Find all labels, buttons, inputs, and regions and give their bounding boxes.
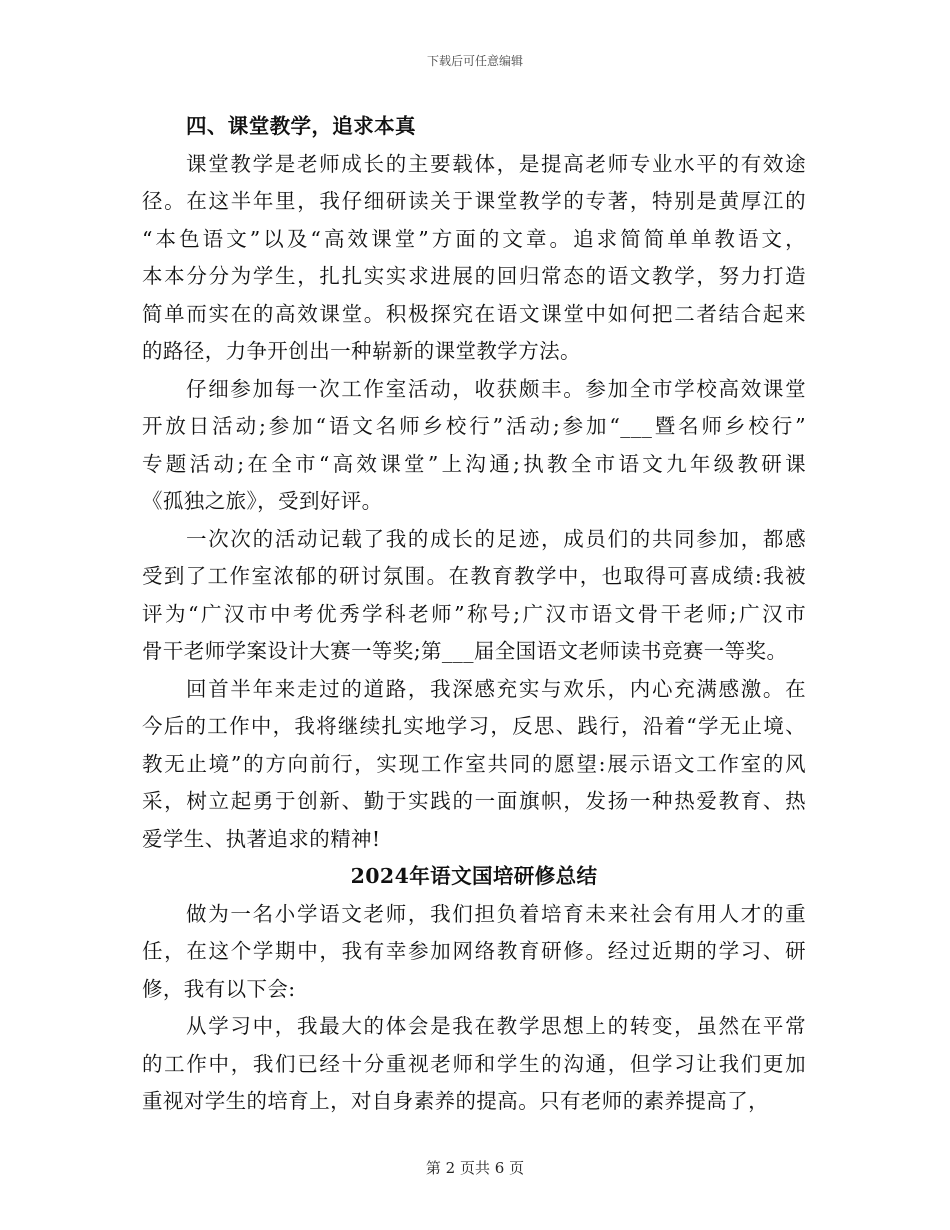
text-line: 做为一名小学语文老师，我们担负着培育未来社会有用人才的重 bbox=[186, 901, 806, 926]
text-line: 简单而实在的高效课堂。积极探究在语文课堂中如何把二者结合起来 bbox=[142, 301, 806, 326]
page-content bbox=[142, 108, 806, 1121]
paragraph-2 bbox=[142, 371, 806, 521]
paragraph-4 bbox=[142, 671, 806, 859]
paragraph-1 bbox=[142, 146, 806, 371]
page-header: 下载后可任意编辑 bbox=[426, 54, 523, 68]
text-line: 《孤独之旅》，受到好评。 bbox=[142, 489, 383, 513]
paragraph-5 bbox=[142, 896, 806, 1009]
text-line: 专题活动;在全市“高效课堂”上沟通;执教全市语文九年级教研课 bbox=[142, 451, 806, 476]
text-line: 任，在这个学期中，我有幸参加网络教育研修。经过近期的学习、研 bbox=[142, 939, 806, 963]
text-line: 的路径，力争开创出一种崭新的课堂教学方法。 bbox=[142, 339, 581, 363]
text-line: 评为“广汉市中考优秀学科老师”称号;广汉市语文骨干老师;广汉市 bbox=[142, 601, 806, 626]
text-line: 教无止境”的方向前行，实现工作室共同的愿望:展示语文工作室的风 bbox=[142, 751, 806, 776]
text-line: 开放日活动;参加“语文名师乡校行”活动;参加“___暨名师乡校行” bbox=[142, 414, 806, 438]
text-line: 重视对学生的培育上，对自身素养的提高。只有老师的素养提高了， bbox=[142, 1089, 769, 1113]
text-line: 从学习中，我最大的体会是我在教学思想上的转变，虽然在平常 bbox=[186, 1014, 806, 1038]
page-footer: 第 2 页共 6 页 bbox=[425, 1159, 525, 1177]
text-line: 径。在这半年里，我仔细研读关于课堂教学的专著，特别是黄厚江的 bbox=[142, 189, 806, 213]
text-line: “本色语文”以及“高效课堂”方面的文章。追求简简单单教语文， bbox=[142, 226, 806, 251]
text-line: 的工作中，我们已经十分重视老师和学生的沟通，但学习让我们更加 bbox=[142, 1051, 806, 1076]
text-line: 今后的工作中，我将继续扎实地学习，反思、践行，沿着“学无止境、 bbox=[142, 714, 806, 738]
text-line: 爱学生、执著追求的精神! bbox=[142, 826, 381, 851]
text-line: 受到了工作室浓郁的研讨氛围。在教育教学中，也取得可喜成绩:我被 bbox=[142, 564, 806, 588]
text-line: 本本分分为学生，扎扎实实求进展的回归常态的语文教学，努力打造 bbox=[142, 264, 806, 288]
section-heading: 四、课堂教学，追求本真 bbox=[186, 114, 416, 138]
paragraph-3 bbox=[142, 521, 806, 671]
text-line: 修，我有以下会: bbox=[142, 976, 296, 1001]
text-line: 骨干老师学案设计大赛一等奖;第___届全国语文老师读书竞赛一等奖。 bbox=[142, 639, 788, 663]
paragraph-6 bbox=[142, 1008, 806, 1121]
document-title: 2024年语文国培研修总结 bbox=[350, 864, 598, 888]
text-line: 仔细参加每一次工作室活动，收获颇丰。参加全市学校高效课堂 bbox=[186, 376, 806, 401]
text-line: 一次次的活动记载了我的成长的足迹，成员们的共同参加，都感 bbox=[186, 526, 806, 551]
text-line: 课堂教学是老师成长的主要载体，是提高老师专业水平的有效途 bbox=[186, 151, 806, 176]
text-line: 采，树立起勇于创新、勤于实践的一面旗帜，发扬一种热爱教育、热 bbox=[142, 789, 806, 813]
text-line: 回首半年来走过的道路，我深感充实与欢乐，内心充满感激。在 bbox=[186, 676, 806, 701]
